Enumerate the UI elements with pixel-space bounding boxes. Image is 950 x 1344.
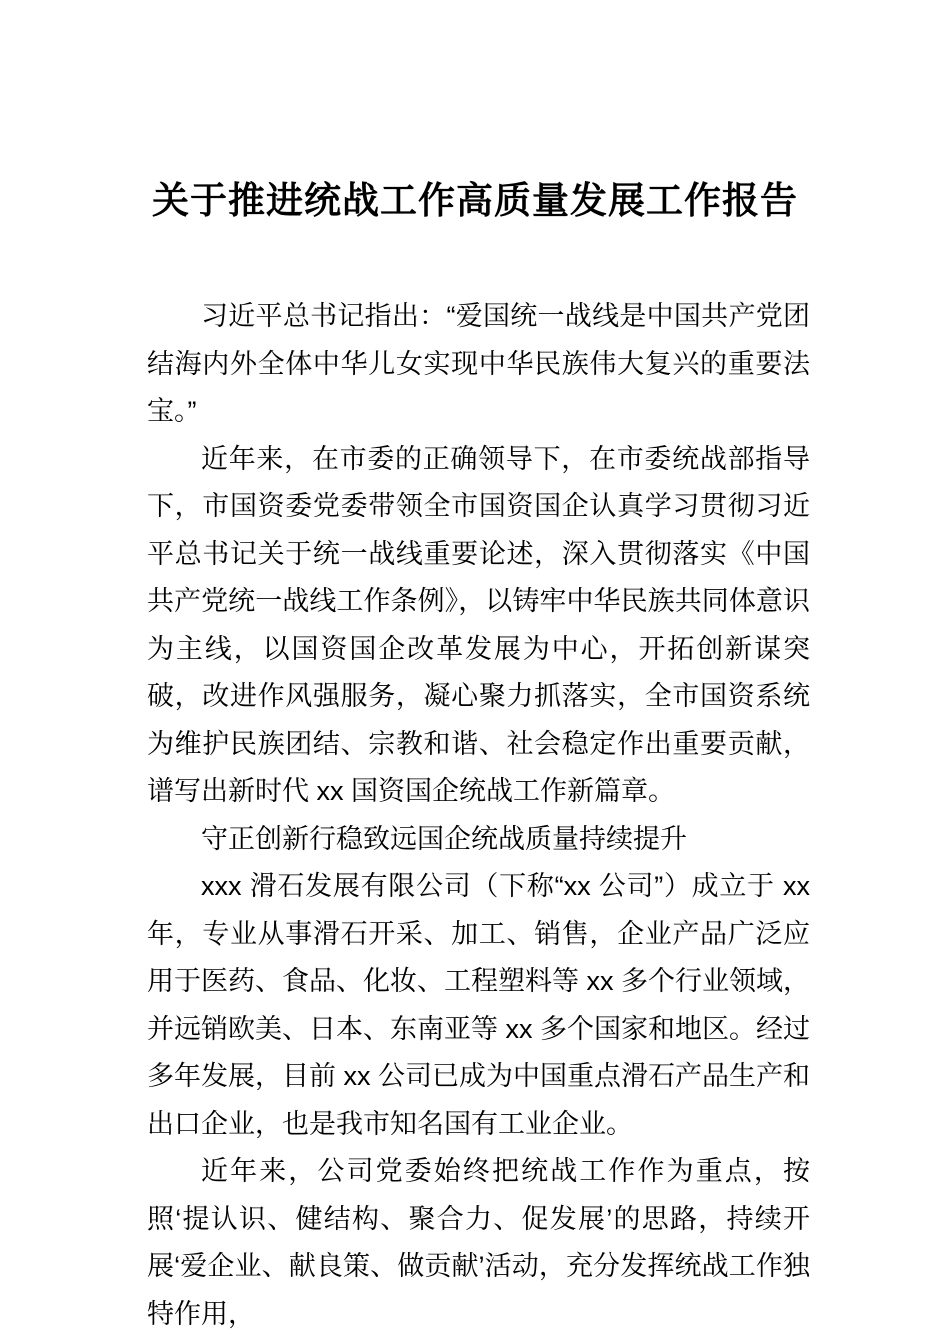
document-title: 关于推进统战工作高质量发展工作报告: [152, 181, 798, 222]
section-heading: 守正创新行稳致远国企统战质量持续提升: [201, 823, 687, 854]
paragraph-company-intro: xxx 滑石发展有限公司（下称“xx 公司”）成立于 xx 年，专业从事滑石开采、加工、销售，企业产品广泛应用于医药、食品、化妆、工程塑料等 xx 多个行业领域，并远销欧美、日本、东南亚等 xx 多个国家和地区。经过多年发展，目前 xx 公司已成为中国重点滑石产品生产和出口企业，也是我市知名国有工业企业。: [147, 871, 811, 1139]
document-body: [0, 223, 950, 1338]
paragraph-party-committee: 近年来，公司党委始终把统战工作作为重点，按照‘提认识、健结构、聚合力、促发展’的思路，持续开展‘爱企业、献良策、做贡献’活动，充分发挥统战工作独特作用，: [147, 1156, 810, 1329]
paragraph-overview: 近年来，在市委的正确领导下，在市委统战部指导下，市国资委党委带领全市国资国企认真学习贯彻习近平总书记关于统一战线重要论述，深入贯彻落实《中国共产党统一战线工作条例》，以铸牢中华民族共同体意识为主线，以国资国企改革发展为中心，开拓创新谋突破，改进作风强服务，凝心聚力抓落实，全市国资系统为维护民族团结、宗教和谐、社会稳定作出重要贡献，谱写出新时代 xx 国资国企统战工作新篇章。: [147, 443, 810, 806]
paragraph-quote: 习近平总书记指出：“爱国统一战线是中国共产党团结海内外全体中华儿女实现中华民族伟大复兴的重要法宝。”: [147, 301, 810, 426]
